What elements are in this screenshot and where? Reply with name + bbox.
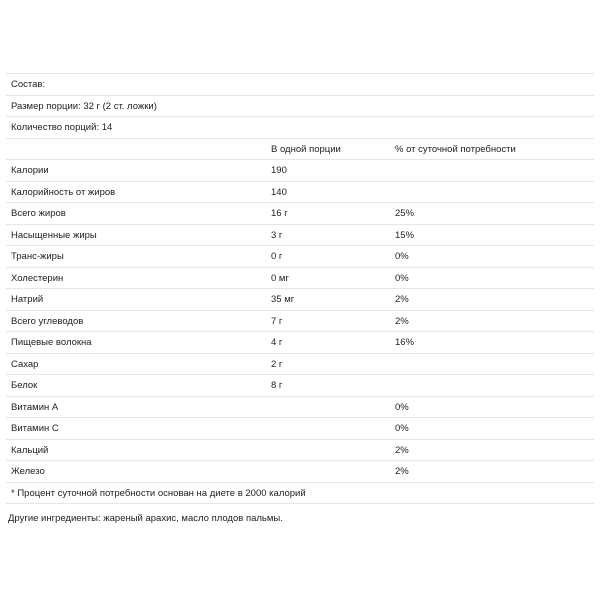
table-row (6, 160, 594, 182)
nutrient-daily-value: 0% (395, 401, 409, 413)
table-row (6, 332, 594, 354)
nutrient-name: Калорийность от жиров (11, 186, 116, 198)
nutrient-name: Белок (11, 380, 38, 391)
table-row (6, 182, 594, 204)
serving-size: Размер порции: 32 г (2 ст. ложки) (11, 100, 157, 112)
nutrient-name: Всего жиров (11, 208, 66, 219)
nutrient-daily-value: 16% (395, 337, 415, 348)
table-row (6, 397, 594, 419)
table-row (6, 461, 594, 483)
composition-row (6, 74, 594, 96)
table-row (6, 311, 594, 333)
nutrient-amount: 3 г (271, 229, 283, 241)
nutrient-daily-value: 0% (395, 251, 409, 262)
nutrient-daily-value: 15% (395, 229, 415, 241)
nutrient-name: Насыщенные жиры (11, 229, 97, 241)
nutrient-name: Пищевые волокна (11, 337, 92, 348)
footnote: * Процент суточной потребности основан на диете в 2000 калорий (11, 487, 306, 499)
header-daily-value: % от суточной потребности (395, 143, 516, 155)
table-row (6, 354, 594, 376)
nutrient-daily-value: 2% (395, 444, 409, 456)
servings-count: Количество порций: 14 (11, 122, 113, 133)
table-row (6, 203, 594, 225)
table-row (6, 289, 594, 311)
header-row (6, 139, 594, 161)
footnote-row (6, 483, 594, 505)
nutrient-name: Калории (11, 165, 49, 176)
other-ingredients: Другие ингредиенты: жареный арахис, масло плодов пальмы. (8, 513, 283, 524)
nutrient-name: Всего углеводов (11, 315, 84, 327)
nutrient-daily-value: 2% (395, 294, 409, 305)
nutrient-amount: 0 г (271, 251, 283, 262)
nutrient-amount: 16 г (271, 208, 288, 219)
nutrient-amount: 190 (271, 165, 287, 176)
table-row (6, 225, 594, 247)
nutrient-name: Сахар (11, 358, 39, 370)
serving-size-row (6, 96, 594, 118)
table-row (6, 418, 594, 440)
table-row (6, 268, 594, 290)
nutrient-daily-value: 0% (395, 272, 409, 284)
nutrient-name: Транс-жиры (11, 251, 64, 262)
nutrient-name: Холестерин (11, 272, 64, 284)
table-row (6, 246, 594, 268)
nutrient-name: Витамин А (11, 401, 59, 413)
servings-count-row (6, 117, 594, 139)
nutrient-amount: 4 г (271, 337, 283, 348)
composition-label: Состав: (11, 79, 46, 90)
header-per-serving: В одной порции (271, 143, 341, 155)
nutrient-amount: 0 мг (271, 272, 289, 284)
nutrient-daily-value: 0% (395, 423, 409, 434)
table-row (6, 375, 594, 397)
nutrient-amount: 7 г (271, 315, 283, 327)
table-row (6, 440, 594, 462)
nutrient-daily-value: 2% (395, 315, 409, 327)
nutrient-amount: 2 г (271, 358, 283, 370)
nutrient-amount: 8 г (271, 380, 283, 391)
nutrient-amount: 35 мг (271, 294, 295, 305)
nutrient-name: Кальций (11, 444, 49, 456)
nutrient-name: Витамин С (11, 423, 59, 434)
nutrient-name: Железо (11, 466, 45, 477)
nutrient-name: Натрий (11, 294, 44, 305)
nutrient-daily-value: 2% (395, 466, 409, 477)
nutrition-table (6, 73, 594, 504)
nutrient-amount: 140 (271, 186, 287, 198)
nutrient-daily-value: 25% (395, 208, 415, 219)
